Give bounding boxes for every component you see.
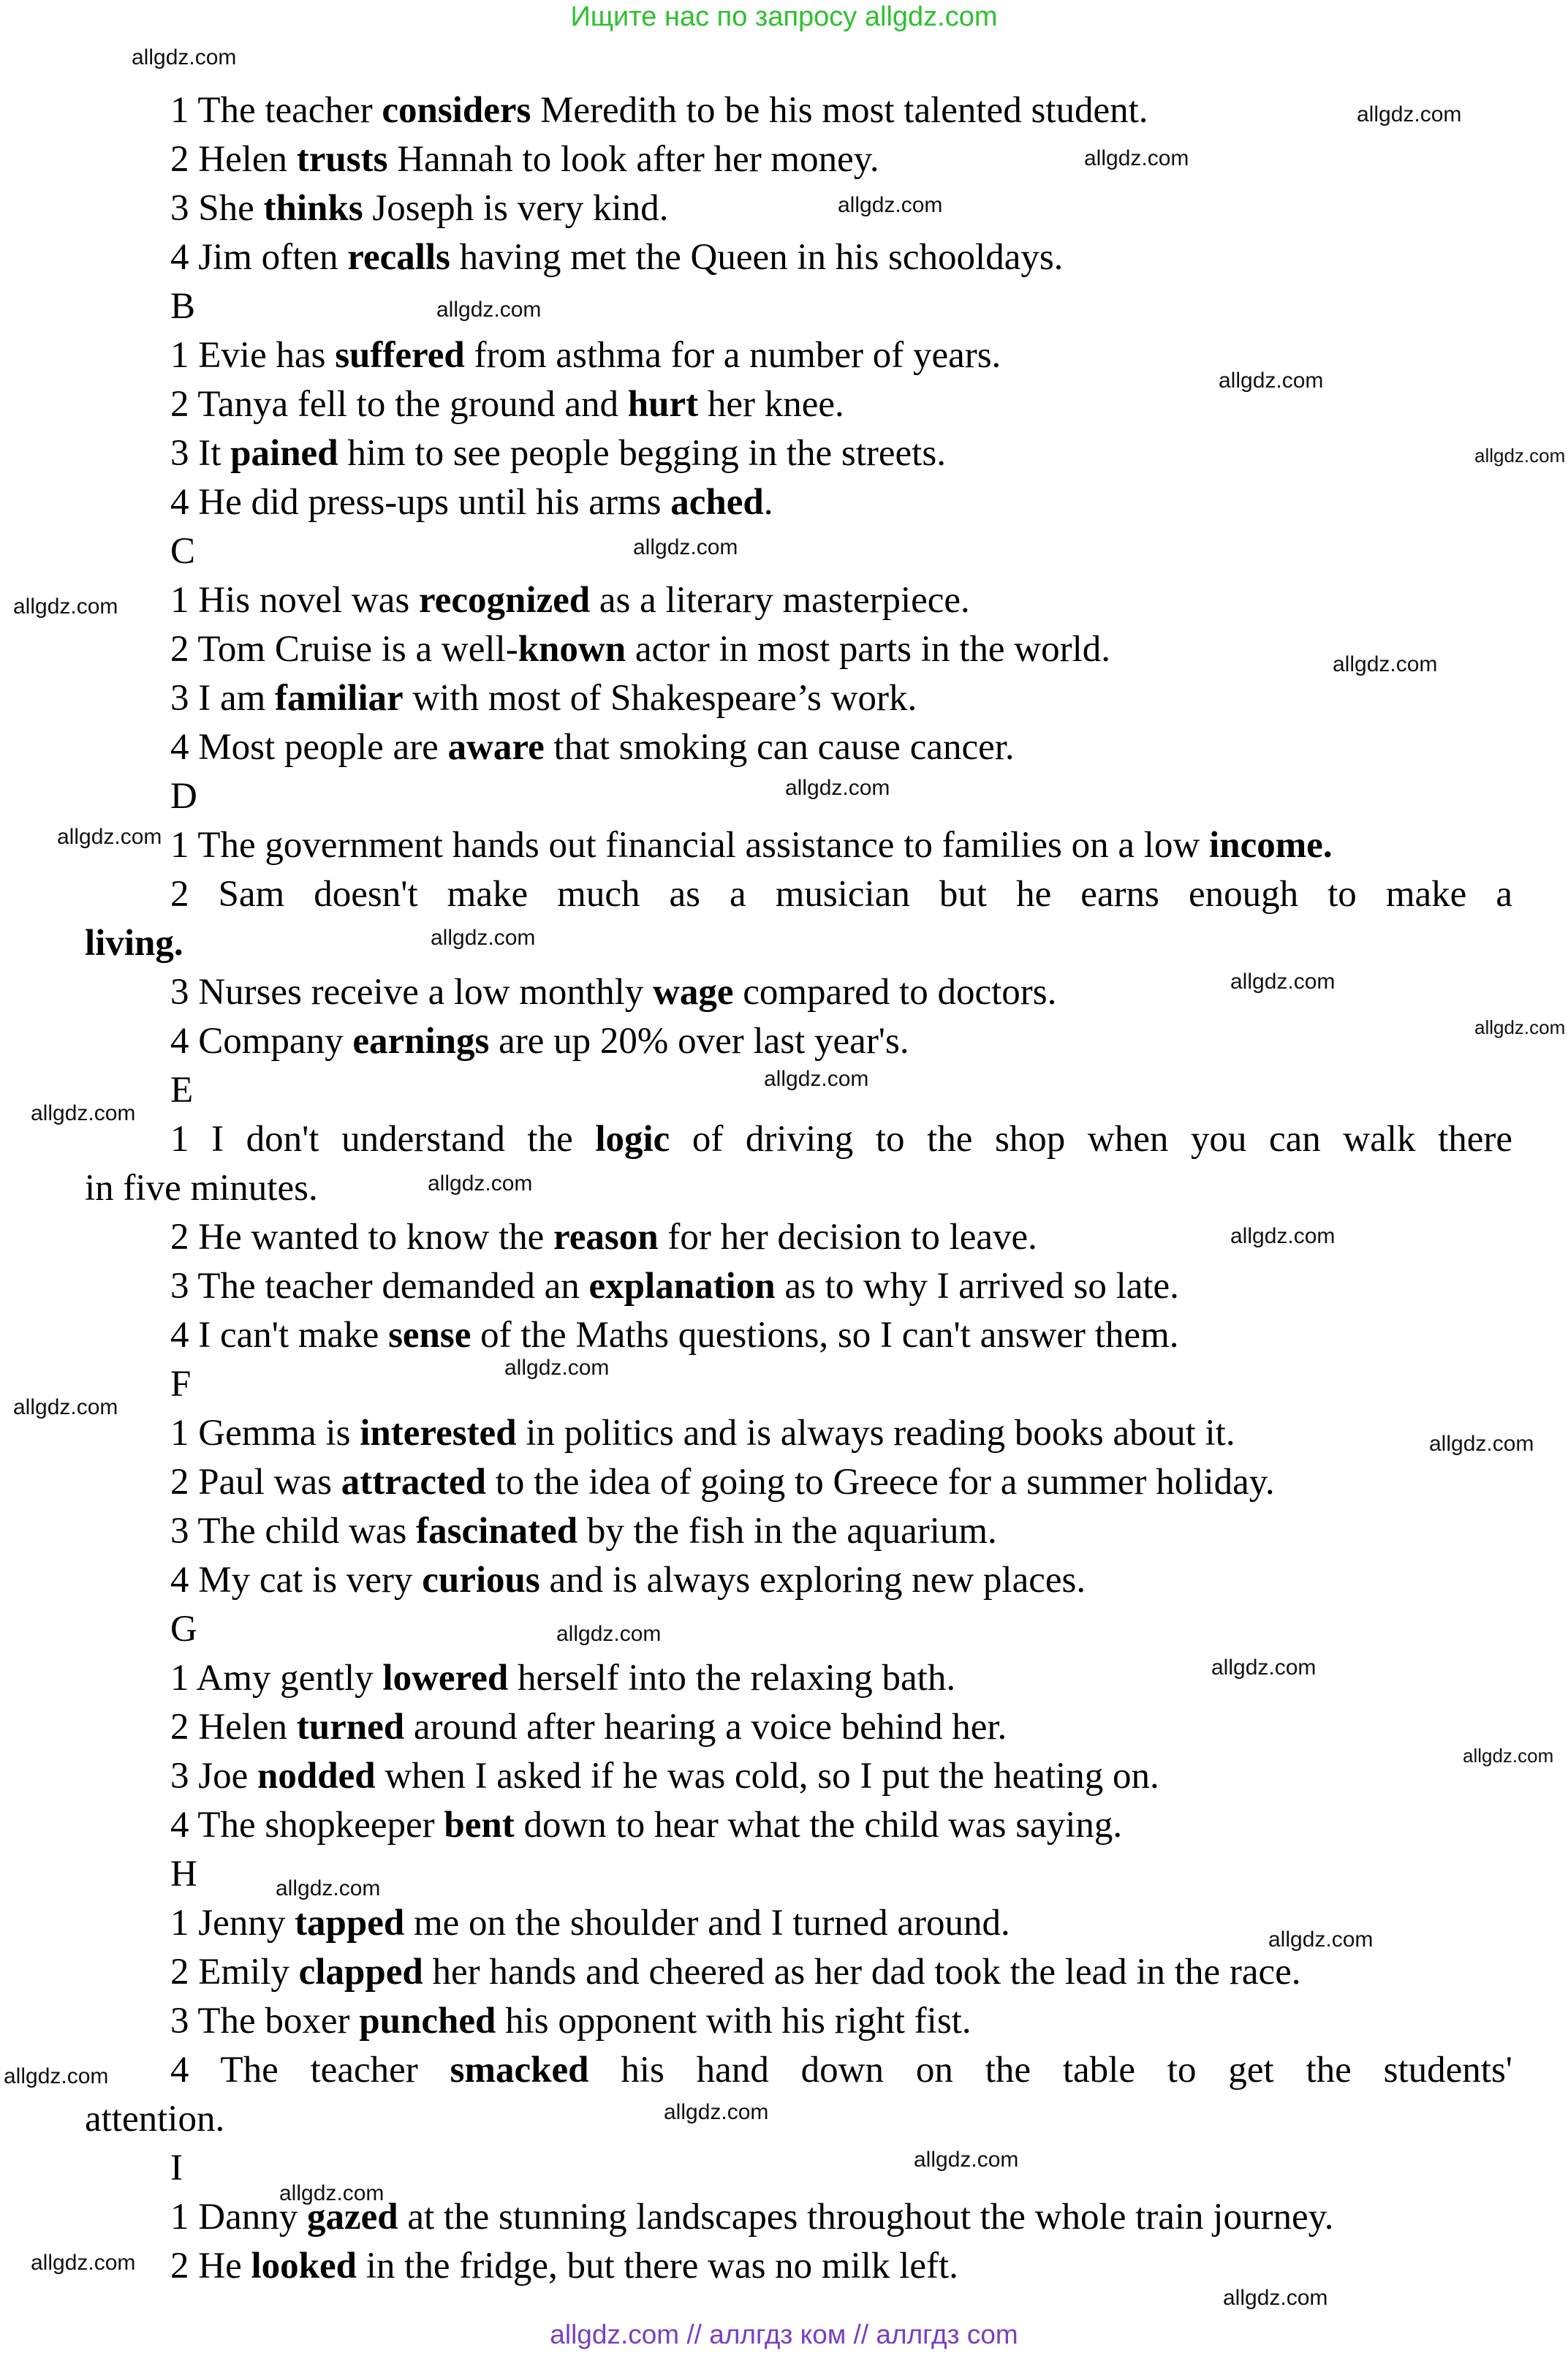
sentence-e2: 2 He wanted to know the reason for her decision to leave. xyxy=(170,1217,1037,1258)
watermark: allgdz.com xyxy=(1223,2286,1328,2310)
sentence-f4: 4 My cat is very curious and is always exploring new places. xyxy=(170,1560,1086,1601)
sentence-d2-continued: living. xyxy=(85,923,183,964)
sentence-b2: 2 Tanya fell to the ground and hurt her knee. xyxy=(170,384,844,425)
section-letter-f: F xyxy=(170,1364,192,1405)
watermark: allgdz.com xyxy=(1333,652,1438,676)
watermark: allgdz.com xyxy=(633,535,738,559)
sentence-d3: 3 Nurses receive a low monthly wage compared to doctors. xyxy=(170,972,1057,1013)
watermark: allgdz.com xyxy=(1211,1655,1317,1680)
section-letter-h: H xyxy=(170,1854,197,1895)
sentence-c1: 1 His novel was recognized as a literary masterpiece. xyxy=(170,580,970,621)
watermark: allgdz.com xyxy=(1230,970,1336,994)
sentence-i2: 2 He looked in the fridge, but there was no milk left. xyxy=(170,2246,958,2287)
watermark: allgdz.com xyxy=(1474,445,1566,467)
watermark: allgdz.com xyxy=(1474,1016,1566,1038)
watermark: allgdz.com xyxy=(276,1876,381,1900)
sentence-b1: 1 Evie has suffered from asthma for a number of years. xyxy=(170,335,1001,376)
watermark: allgdz.com xyxy=(1268,1928,1374,1952)
sentence-e4: 4 I can't make sense of the Maths questions, so I can't answer them. xyxy=(170,1315,1179,1356)
watermark: allgdz.com xyxy=(556,1622,662,1646)
sentence-h2: 2 Emily clapped her hands and cheered as her dad took the lead in the race. xyxy=(170,1952,1301,1993)
watermark: allgdz.com xyxy=(4,2064,109,2088)
sentence-e1-continued: in five minutes. xyxy=(85,1168,318,1209)
sentence-h1: 1 Jenny tapped me on the shoulder and I turned around. xyxy=(170,1903,1010,1944)
watermark: allgdz.com xyxy=(132,45,237,69)
sentence-e3: 3 The teacher demanded an explanation as to why I arrived so late. xyxy=(170,1266,1179,1307)
watermark: allgdz.com xyxy=(436,298,542,322)
sentence-h3: 3 The boxer punched his opponent with his right fist. xyxy=(170,2001,972,2042)
sentence-a3: 3 She thinks Joseph is very kind. xyxy=(170,188,669,229)
watermark: allgdz.com xyxy=(57,825,162,849)
watermark: allgdz.com xyxy=(1429,1432,1534,1456)
sentence-a4: 4 Jim often recalls having met the Queen in his schooldays. xyxy=(170,237,1064,278)
sentence-h4: 4 The teacher smacked his hand down on the table to get the students' xyxy=(170,2050,1512,2091)
sentence-d1: 1 The government hands out financial assistance to families on a low income. xyxy=(170,825,1333,866)
sentence-a1: 1 The teacher considers Meredith to be his most talented student. xyxy=(170,90,1148,131)
sentence-a2: 2 Helen trusts Hannah to look after her money. xyxy=(170,139,879,180)
watermark: allgdz.com xyxy=(504,1356,610,1380)
bottom-site-banner: allgdz.com // аллгдз ком // аллгдз com xyxy=(550,2319,1018,2349)
watermark: allgdz.com xyxy=(13,1395,118,1419)
sentence-g4: 4 The shopkeeper bent down to hear what the child was saying. xyxy=(170,1805,1123,1846)
watermark: allgdz.com xyxy=(664,2100,769,2124)
sentence-g1: 1 Amy gently lowered herself into the relaxing bath. xyxy=(170,1658,956,1699)
sentence-c3: 3 I am familiar with most of Shakespeare’s work. xyxy=(170,678,917,719)
section-letter-b: B xyxy=(170,286,196,327)
watermark: allgdz.com xyxy=(764,1067,869,1091)
watermark: allgdz.com xyxy=(1463,1745,1554,1767)
watermark: allgdz.com xyxy=(1230,1224,1336,1248)
watermark: allgdz.com xyxy=(914,2148,1019,2172)
top-search-banner: Ищите нас по запросу allgdz.com xyxy=(570,1,998,32)
sentence-b3: 3 It pained him to see people begging in the streets. xyxy=(170,433,946,474)
sentence-c4: 4 Most people are aware that smoking can cause cancer. xyxy=(170,727,1015,768)
watermark: allgdz.com xyxy=(838,193,943,217)
sentence-h4-continued: attention. xyxy=(85,2099,225,2140)
sentence-c2: 2 Tom Cruise is a well-known actor in most parts in the world. xyxy=(170,629,1110,670)
watermark: allgdz.com xyxy=(279,2181,385,2205)
section-letter-e: E xyxy=(170,1070,194,1111)
watermark: allgdz.com xyxy=(428,1171,533,1196)
sentence-d4: 4 Company earnings are up 20% over last year's. xyxy=(170,1021,909,1062)
section-letter-c: C xyxy=(170,531,196,572)
watermark: allgdz.com xyxy=(1357,102,1462,127)
watermark: allgdz.com xyxy=(1219,369,1324,393)
watermark: allgdz.com xyxy=(31,1101,136,1125)
watermark: allgdz.com xyxy=(1084,146,1189,170)
section-letter-d: D xyxy=(170,776,197,817)
sentence-f3: 3 The child was fascinated by the fish in the aquarium. xyxy=(170,1511,997,1552)
sentence-g3: 3 Joe nodded when I asked if he was cold, so I put the heating on. xyxy=(170,1756,1159,1797)
sentence-d2: 2 Sam doesn't make much as a musician but he earns enough to make a xyxy=(170,874,1512,915)
section-letter-i: I xyxy=(170,2148,183,2189)
section-letter-g: G xyxy=(170,1609,197,1650)
watermark: allgdz.com xyxy=(13,594,118,619)
sentence-b4: 4 He did press-ups until his arms ached. xyxy=(170,482,773,523)
watermark: allgdz.com xyxy=(785,776,890,800)
sentence-i1: 1 Danny gazed at the stunning landscapes throughout the whole train journey. xyxy=(170,2197,1334,2238)
watermark: allgdz.com xyxy=(31,2251,136,2275)
sentence-e1: 1 I don't understand the logic of driving to the shop when you can walk there xyxy=(170,1119,1512,1160)
sentence-g2: 2 Helen turned around after hearing a voice behind her. xyxy=(170,1707,1007,1748)
sentence-f1: 1 Gemma is interested in politics and is always reading books about it. xyxy=(170,1413,1235,1454)
sentence-f2: 2 Paul was attracted to the idea of going to Greece for a summer holiday. xyxy=(170,1462,1275,1503)
watermark: allgdz.com xyxy=(431,926,536,950)
